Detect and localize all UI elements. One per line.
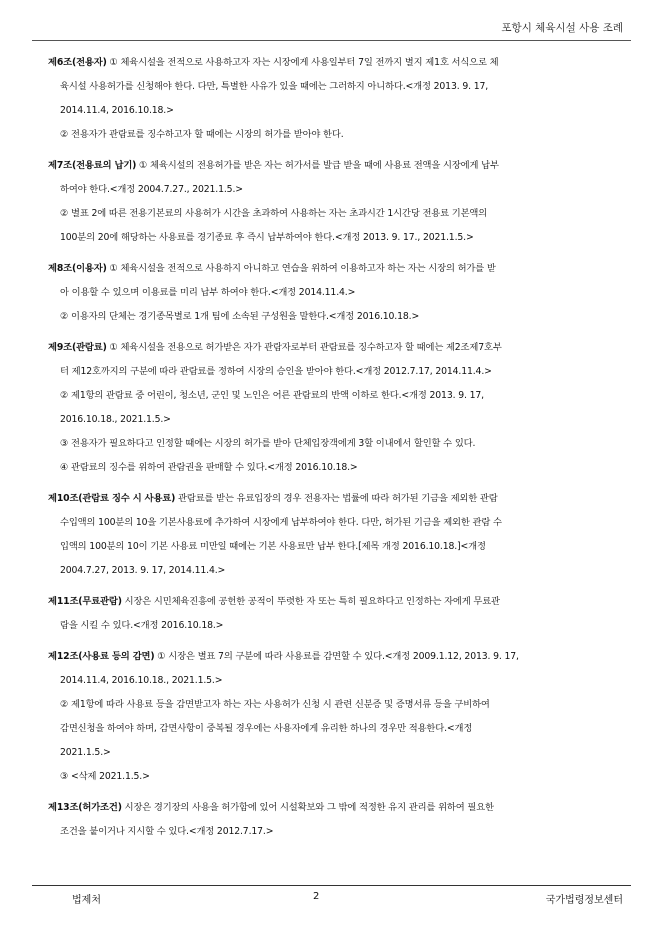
article-text: ① 시장은 별표 7의 구분에 따라 사용료를 감면할 수 있다.<개정 2009.1.12, 2013. 9. 17, [154,651,519,662]
article-first-line [48,796,631,820]
article-text: ① 체육시설을 전적으로 사용하지 아니하고 연습을 위하여 이용하고자 하는 자는 시장의 허가를 받 [106,263,496,274]
article-text: ① 체육시설을 전적으로 사용하고자 자는 시장에게 사용일부터 7일 전까지 별지 제1호 서식으로 체 [106,57,499,68]
paragraph-line: ② 전용자가 관람료를 징수하고자 할 때에는 시장의 허가를 받아야 한다. [60,129,344,140]
article-title: 제12조(사용료 등의 감면) [48,651,155,662]
article [48,796,631,844]
article-first-line [48,51,631,75]
article-text-line: 2014.11.4, 2016.10.18., 2021.1.5.> [60,675,223,686]
article-title: 제7조(전용료의 납기) [48,160,137,171]
paragraph-line: 100분의 20에 해당하는 사용료를 경기종료 후 즉시 납부하여야 한다.<개정 2013. 9. 17., 2021.1.5.> [60,232,474,243]
article [48,257,631,329]
paragraph-line: 감면신청을 하여야 하며, 감면사항이 중복될 경우에는 사용자에게 유리한 하나의 경우만 적용한다.<개정 [60,723,473,734]
article [48,645,631,789]
paragraph-line: ② 이용자의 단체는 경기종목별로 1개 팀에 소속된 구성원을 말한다.<개정 2016.10.18.> [60,311,420,322]
paragraph-line: ④ 관람료의 징수를 위하여 관람권을 판매할 수 있다.<개정 2016.10.18.> [60,462,358,473]
article-first-line [48,645,631,669]
article-text-line: 2004.7.27, 2013. 9. 17, 2014.11.4.> [60,565,226,576]
article-text: 시장은 경기장의 사용을 허가함에 있어 시설확보와 그 밖에 적정한 유지 관리를 위하여 필요한 [121,802,494,813]
article-title: 제9조(관람료) [48,342,107,353]
article-text-line: 입액의 100분의 10이 기본 사용료 미만일 때에는 기본 사용료만 납부 한다.[제목 개정 2016.10.18.]<개정 [60,541,486,552]
article-text-line: 하여야 한다.<개정 2004.7.27., 2021.1.5.> [60,184,243,195]
article-title: 제10조(관람료 징수 시 사용료) [48,493,176,504]
header-divider [32,40,631,41]
article-text-line: 조건을 붙이거나 지시할 수 있다.<개정 2012.7.17.> [60,826,274,837]
article-first-line [48,336,631,360]
article-text-line: 2014.11.4, 2016.10.18.> [60,105,174,116]
article-title: 제13조(허가조건) [48,802,122,813]
article-text: 관람료를 받는 유료입장의 경우 전용자는 법률에 따라 허가된 기금을 제외한 관람 [175,493,498,504]
paragraph-line: 2016.10.18., 2021.1.5.> [60,414,171,425]
document-header-title: 포항시 체육시설 사용 조례 [501,22,623,34]
paragraph-line: 2021.1.5.> [60,747,111,758]
footer-source: 법제처 [72,895,101,906]
article-text-line: 아 이용할 수 있으며 이용료를 미리 납부 하여야 한다.<개정 2014.11.4.> [60,287,356,298]
paragraph-line: ③ <삭제 2021.1.5.> [60,771,150,782]
article [48,487,631,583]
article-first-line [48,154,631,178]
paragraph-line: ② 제1항에 따라 사용료 등을 감면받고자 하는 자는 사용허가 신청 시 관련 신분증 및 증명서류 등을 구비하여 [60,699,490,710]
article-title: 제11조(무료관람) [48,596,122,607]
article-text-line: 람을 시킬 수 있다.<개정 2016.10.18.> [60,620,224,631]
paragraph-line: ② 별표 2에 따른 전용기본료의 사용허가 시간을 초과하여 사용하는 자는 초과시간 1시간당 전용료 기본액의 [60,208,488,219]
footer-publisher: 국가법령정보센터 [545,895,623,906]
article-title: 제6조(전용자) [48,57,107,68]
article-text-line: 터 제12호까지의 구분에 따라 관람료를 정하여 시장의 승인을 받아야 한다.<개정 2012.7.17, 2014.11.4.> [60,366,492,377]
article [48,590,631,638]
article [48,154,631,250]
article-first-line [48,487,631,511]
article-text-line: 육시설 사용허가를 신청해야 한다. 다만, 특별한 사유가 있을 때에는 그러하지 아니하다.<개정 2013. 9. 17, [60,81,489,92]
paragraph-line: ② 제1항의 관람료 중 어린이, 청소년, 군인 및 노인은 어른 관람료의 반액 이하로 한다.<개정 2013. 9. 17, [60,390,484,401]
paragraph-line: ③ 전용자가 필요하다고 인정할 때에는 시장의 허가를 받아 단체입장객에게 3할 이내에서 할인할 수 있다. [60,438,476,449]
article-text: 시장은 시민체육진흥에 공헌한 공적이 뚜렷한 자 또는 특히 필요하다고 인정하는 자에게 무료관 [121,596,500,607]
article [48,51,631,147]
document-body [48,51,631,851]
article-text: ① 체육시설의 전용허가를 받은 자는 허가서를 발급 받을 때에 사용료 전액을 시장에게 납부 [136,160,499,171]
article-text: ① 체육시설을 전용으로 허가받은 자가 관람자로부터 관람료를 징수하고자 할 때에는 제2조제7호부 [106,342,502,353]
footer-divider [32,885,631,886]
page-number: 2 [313,891,320,902]
article [48,336,631,480]
article-text-line: 수입액의 100분의 10을 기본사용료에 추가하여 시장에게 납부하여야 한다. 다만, 허가된 기금을 제외한 관람 수 [60,517,502,528]
article-first-line [48,590,631,614]
article-title: 제8조(이용자) [48,263,107,274]
article-first-line [48,257,631,281]
